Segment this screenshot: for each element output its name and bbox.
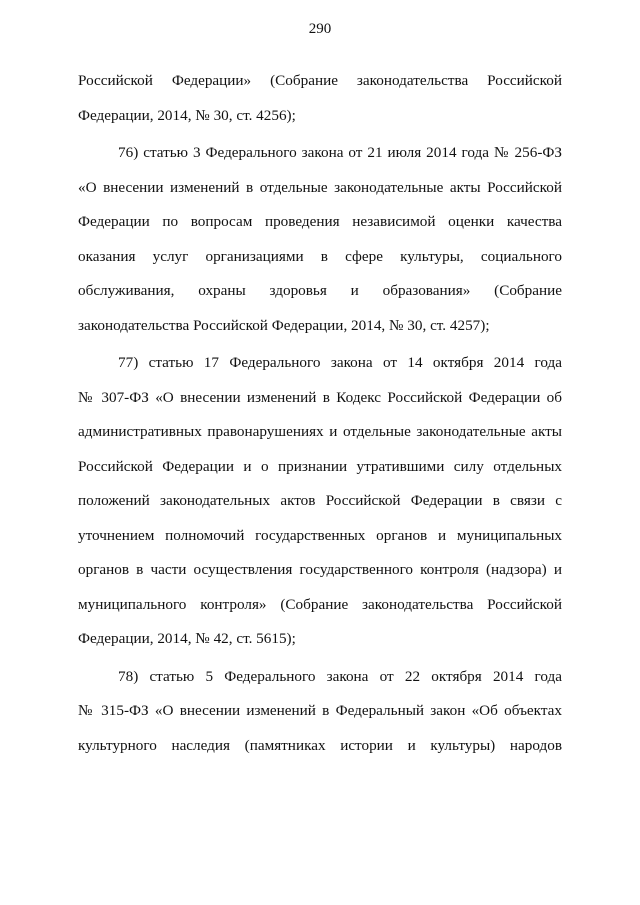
text-line: муниципального контроля» (Собрание законодательства Российской	[78, 595, 562, 613]
text-line: положений законодательных актов Российской Федерации в связи с	[78, 492, 562, 509]
text-line: законодательства Российской Федерации, 2014, № 30, ст. 4257);	[78, 316, 490, 334]
paragraph	[78, 660, 562, 764]
paragraph	[78, 136, 562, 343]
text-line: уточнением полномочий государственных органов и муниципальных	[78, 526, 562, 544]
text-line: культурного наследия (памятниках истории и культуры) народов	[78, 736, 562, 754]
text-line: обслуживания, охраны здоровья и образования» (Собрание	[78, 282, 562, 299]
text-line: органов в части осуществления государственного контроля (надзора) и	[78, 561, 562, 578]
text-line: административных правонарушениях и отдельные законодательные акты	[78, 423, 562, 440]
text-line: Российской Федерации и о признании утратившими силу отдельных	[78, 457, 562, 475]
paragraph	[78, 346, 562, 657]
text-line: 77) статью 17 Федерального закона от 14 октября 2014 года	[118, 354, 562, 371]
text-line: Федерации, 2014, № 30, ст. 4256);	[78, 106, 296, 124]
paragraph	[78, 64, 562, 133]
document-body	[78, 64, 562, 763]
text-line: 76) статью 3 Федерального закона от 21 июля 2014 года № 256-ФЗ	[118, 144, 562, 161]
text-line: № 307-ФЗ «О внесении изменений в Кодекс Российской Федерации об	[78, 388, 562, 406]
page-number: 290	[308, 21, 332, 37]
text-line: оказания услуг организациями в сфере культуры, социального	[78, 247, 562, 265]
text-line: Федерации по вопросам проведения независимой оценки качества	[78, 213, 562, 230]
text-line: № 315-ФЗ «О внесении изменений в Федеральный закон «Об объектах	[78, 702, 562, 719]
text-line: Федерации, 2014, № 42, ст. 5615);	[78, 630, 296, 647]
text-line: Российской Федерации» (Собрание законодательства Российской	[78, 72, 562, 89]
text-line: «О внесении изменений в отдельные законодательные акты Российской	[78, 178, 562, 196]
text-line: 78) статью 5 Федерального закона от 22 октября 2014 года	[118, 667, 562, 685]
